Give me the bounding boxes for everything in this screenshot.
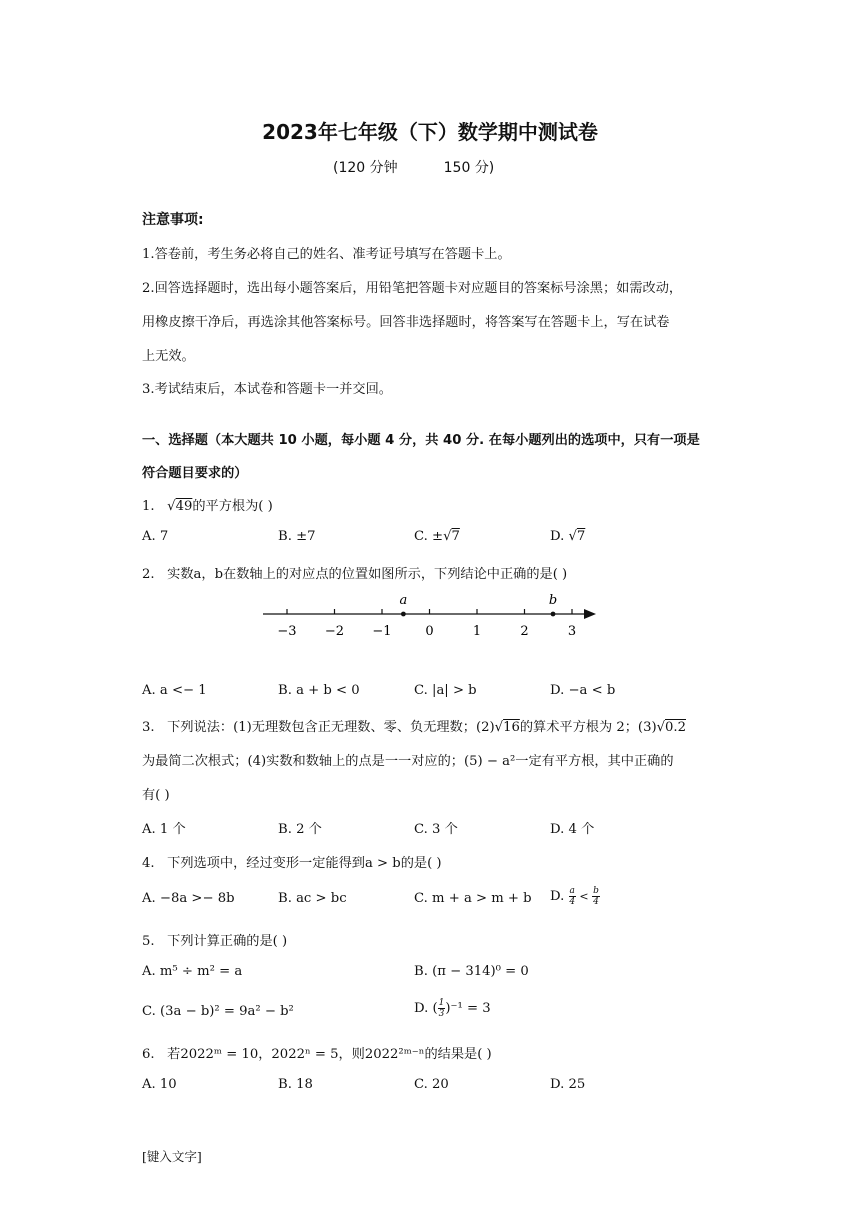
question-text: 若2022ᵐ = 10，2022ⁿ = 5，则2022²ᵐ⁻ⁿ的结果是( ) <box>167 1047 492 1062</box>
option-d-label: D. <box>550 529 569 544</box>
option-d-label: D. <box>414 1001 433 1016</box>
option-a: A. 1 个 <box>142 822 186 837</box>
notice-item: 3.考试结束后，本试卷和答题卡一并交回。 <box>142 382 392 397</box>
operator: < <box>575 890 593 903</box>
question-5 <box>142 930 287 949</box>
radicand: 49 <box>175 499 193 514</box>
option-d: D. −a < b <box>550 683 616 698</box>
axis-arrow-icon <box>584 609 596 619</box>
option-c: C. m + a > m + b <box>414 891 532 906</box>
question-text: 下列说法：(1)无理数包含正无理数、零、负无理数；(2) <box>167 720 495 735</box>
question-text: 的算术平方根为 2；(3) <box>519 720 657 735</box>
footer-placeholder: [键入文字] <box>142 1149 202 1164</box>
tick-label: −2 <box>324 624 345 639</box>
notice-heading: 注意事项: <box>142 212 204 228</box>
option-d: D. 4 个 <box>550 822 595 837</box>
question-text: 下列选项中，经过变形一定能得到a > b的是( ) <box>167 856 442 871</box>
page-title: 2023年七年级（下）数学期中测试卷 <box>262 120 598 144</box>
section-heading: 一、选择题（本大题共 10 小题，每小题 4 分，共 40 分. 在每小题列出的选项中，只有一项是 <box>142 433 700 448</box>
radicand: 7 <box>576 529 586 544</box>
number-line-figure <box>258 592 603 646</box>
question-4 <box>142 852 442 871</box>
option-a: A. 10 <box>142 1077 177 1092</box>
option-b: B. ac > bc <box>278 891 347 906</box>
question-6 <box>142 1043 492 1062</box>
option-b: B. 18 <box>278 1077 313 1092</box>
question-2 <box>142 563 567 582</box>
option-b: B. (π − 314)⁰ = 0 <box>414 964 529 979</box>
question-number: 2. <box>142 567 155 582</box>
option-b: B. a + b < 0 <box>278 683 360 698</box>
page-subtitle <box>333 157 494 177</box>
option-c-label: C. ± <box>414 529 444 544</box>
question-3-line-2: 为最简二次根式；(4)实数和数轴上的点是一一对应的；(5) − a²一定有平方根，其中正确的 <box>142 754 674 769</box>
option-d-text: )⁻¹ = 3 <box>445 1001 491 1016</box>
section-heading-cont: 符合题目要求的） <box>142 466 248 481</box>
question-text: 的平方根为( ) <box>192 499 273 514</box>
exam-duration: (120 分钟 <box>333 160 398 176</box>
option-c: C. (3a − b)² = 9a² − b² <box>142 1004 294 1019</box>
question-3-line-3: 有( ) <box>142 788 170 803</box>
option-a: A. −8a >− 8b <box>142 891 235 906</box>
question-number: 6. <box>142 1047 155 1062</box>
question-number: 3. <box>142 720 155 735</box>
point-label: a <box>399 593 408 608</box>
denominator: 3 <box>438 1009 445 1019</box>
option-b: B. 2 个 <box>278 822 322 837</box>
option-c: C. 20 <box>414 1077 449 1092</box>
option-b: B. ±7 <box>278 529 316 544</box>
tick-label: 0 <box>425 624 434 639</box>
tick-label: 3 <box>567 624 577 639</box>
option-d-label: D. <box>550 889 569 904</box>
question-text: 实数a，b在数轴上的对应点的位置如图所示，下列结论中正确的是( ) <box>167 567 568 582</box>
numerator: a <box>569 886 575 896</box>
question-text: 下列计算正确的是( ) <box>167 934 288 949</box>
notice-item: 用橡皮擦干净后，再选涂其他答案标号。回答非选择题时，将答案写在答题卡上，写在试卷 <box>142 315 670 330</box>
numerator: b <box>593 886 599 896</box>
question-number: 5. <box>142 934 155 949</box>
exam-score: 150 分) <box>443 160 495 176</box>
numerator: 1 <box>438 998 445 1008</box>
option-a: A. a <− 1 <box>142 683 207 698</box>
tick-label: −1 <box>372 624 392 639</box>
denominator: 4 <box>569 897 576 907</box>
notice-item: 1.答卷前，考生务必将自己的姓名、准考证号填写在答题卡上。 <box>142 247 511 262</box>
point-b <box>551 612 556 617</box>
notice-item: 上无效。 <box>142 349 195 364</box>
denominator: 4 <box>593 897 599 907</box>
fraction <box>569 886 576 907</box>
point-label: b <box>548 593 558 608</box>
option-d: D. √7 <box>550 529 586 544</box>
radicand: 0.2 <box>665 720 686 735</box>
option-a: A. 7 <box>142 529 169 544</box>
option-d: D. 25 <box>550 1077 586 1092</box>
question-1: 1. √49的平方根为( ) <box>142 499 273 514</box>
tick-label: 2 <box>520 624 529 639</box>
option-c: C. 3 个 <box>414 822 458 837</box>
option-c: C. ±√7 <box>414 529 460 544</box>
notice-item: 2.回答选择题时，选出每小题答案后，用铅笔把答题卡对应题目的答案标号涂黑；如需改动， <box>142 281 683 296</box>
option-a: A. m⁵ ÷ m² = a <box>142 964 243 979</box>
point-a <box>401 612 406 617</box>
question-3: 3. 下列说法：(1)无理数包含正无理数、零、负无理数；(2)√16的算术平方根为 2；(3)√0.2 <box>142 720 686 735</box>
question-number: 1. <box>142 499 155 514</box>
tick-label: −3 <box>277 624 297 639</box>
radicand: 7 <box>451 529 460 544</box>
question-number: 4. <box>142 856 155 871</box>
fraction <box>592 886 600 907</box>
tick-label: 1 <box>472 624 482 639</box>
option-d: D. ( $\frac{1}{3}$ )⁻¹ = 3 <box>414 998 491 1019</box>
option-d <box>550 886 600 907</box>
option-c: C. |a| > b <box>414 683 477 698</box>
radicand: 16 <box>503 720 520 735</box>
